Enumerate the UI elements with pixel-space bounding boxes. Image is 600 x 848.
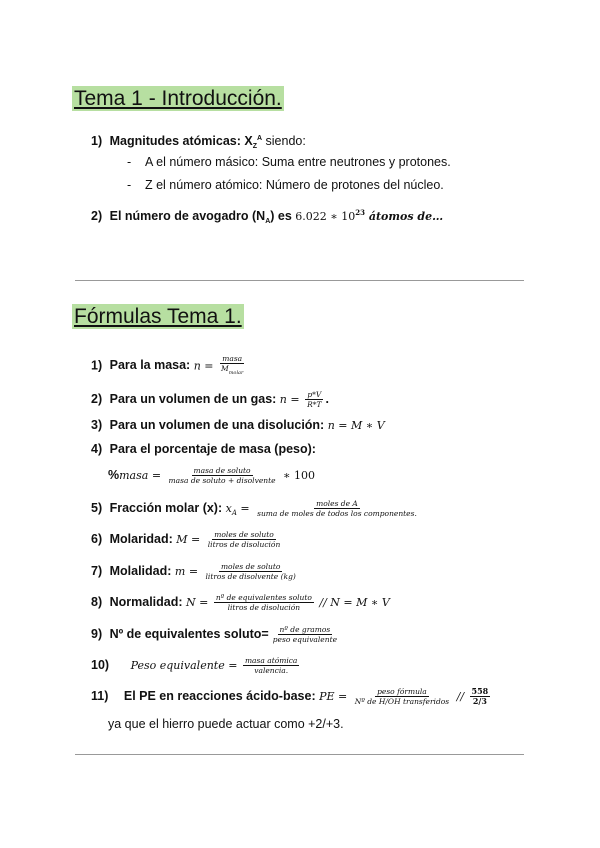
- item-number: 6): [91, 531, 103, 546]
- formula-fraccion-molar: [91, 499, 421, 521]
- item-label: ) es: [270, 209, 296, 223]
- denominator: litros de disolución: [227, 603, 301, 612]
- formula-label: Fracción molar (x):: [109, 500, 226, 515]
- formula-expression: n = M ∗ V: [327, 419, 385, 432]
- item-text: siendo:: [262, 134, 306, 148]
- item-number: 11): [91, 688, 109, 703]
- equals: =: [236, 501, 254, 515]
- item-label: El número de avogadro (N: [109, 209, 266, 223]
- subscript: molar: [228, 370, 244, 376]
- fraction: [214, 593, 314, 612]
- formula-lhs: PE =: [319, 689, 351, 703]
- formula-lhs: masa =: [119, 468, 165, 482]
- note-text: ya que el hierro puede actuar como +2/+3.: [108, 717, 344, 731]
- denominator: Nº de H/OH transferidos: [354, 697, 450, 706]
- fraction: [353, 687, 451, 706]
- denominator: masa de soluto + disolvente: [168, 476, 276, 485]
- formula-molalidad: [91, 562, 300, 581]
- denominator: valencia.: [254, 666, 289, 675]
- item-number: 9): [91, 626, 103, 641]
- numerator: moles de A: [316, 499, 358, 508]
- formula-molaridad: [91, 530, 284, 549]
- item-number: 5): [91, 500, 103, 515]
- formula-disolucion: [91, 417, 385, 434]
- item-number: 10): [91, 657, 110, 672]
- numerator: masa de soluto: [193, 466, 251, 475]
- formula-label: Para la masa:: [109, 358, 194, 373]
- fraction: [204, 562, 298, 581]
- numerator: peso fórmula: [377, 687, 427, 696]
- formula-lhs: m =: [174, 564, 202, 578]
- denominator: litros de disolvente (kg): [205, 572, 296, 581]
- formula-label: Nº de equivalentes soluto=: [109, 626, 269, 641]
- fraction: [470, 687, 491, 706]
- formula-label: Normalidad:: [109, 594, 187, 609]
- formula-lhs: M =: [176, 532, 204, 546]
- denominator: M: [221, 364, 229, 373]
- formula-label: Molaridad:: [109, 531, 177, 546]
- formula-porcentaje-label: [91, 441, 316, 457]
- numerator: nº de gramos: [279, 625, 331, 634]
- item-number: 8): [91, 594, 103, 609]
- fraction: [206, 530, 283, 549]
- formula-tail: ∗ 100: [279, 468, 316, 482]
- item-number: 2): [91, 209, 103, 223]
- formula-normalidad: [91, 593, 390, 612]
- fraction: [167, 466, 278, 485]
- numerator: masa atómica: [244, 656, 298, 665]
- item-number: 4): [91, 442, 103, 456]
- list-item-avogadro: [91, 205, 443, 230]
- avogadro-value: 6.022 ∗ 10: [295, 210, 356, 223]
- subscript: A: [265, 218, 271, 225]
- fraction: [271, 625, 339, 644]
- formula-label: Para el porcentaje de masa (peso):: [109, 442, 316, 456]
- item-number: 1): [91, 134, 103, 148]
- numerator: 558: [471, 686, 489, 696]
- exponent: 23: [355, 208, 365, 217]
- denominator: suma de moles de todos los componentes.: [257, 509, 417, 518]
- section1-heading: Tema 1 - Introducción.: [74, 87, 282, 110]
- punctuation: .: [325, 391, 329, 406]
- formula-porcentaje: [108, 466, 315, 485]
- denominator: peso equivalente: [272, 635, 338, 644]
- item-number: 3): [91, 418, 103, 432]
- formula-tail: // N = M ∗ V: [315, 595, 390, 609]
- bullet-text: Z el número atómico: Número de protones del núcleo.: [145, 178, 444, 192]
- formula-label: Molalidad:: [109, 563, 175, 578]
- separator: //: [453, 689, 468, 703]
- denominator: 2/3: [472, 696, 487, 706]
- superscript: A: [256, 135, 263, 142]
- formula-lhs: Peso equivalente =: [130, 658, 241, 672]
- numerator: p*V: [307, 390, 322, 399]
- numerator: moles de soluto: [214, 530, 274, 539]
- formula-label: Para un volumen de un gas:: [109, 391, 280, 406]
- list-item-magnitudes: [91, 131, 306, 155]
- section2-heading: Fórmulas Tema 1.: [74, 305, 242, 328]
- item-number: 1): [91, 358, 103, 373]
- fraction: [243, 656, 299, 675]
- fraction: [219, 354, 245, 378]
- numerator: moles de soluto: [220, 562, 281, 571]
- formula-peso-equivalente: [91, 656, 301, 675]
- formula-lhs: N =: [186, 595, 212, 609]
- item-label: Magnitudes atómicas: X: [109, 134, 253, 148]
- bullet-item: - Z el número atómico: Número de protones del núcleo.: [127, 178, 444, 192]
- formula-lhs: x: [225, 501, 232, 515]
- numerator: nº de equivalentes soluto: [215, 593, 312, 602]
- denominator: R*T: [307, 400, 322, 409]
- item-number: 7): [91, 563, 103, 578]
- avogadro-unit: átomos de…: [365, 210, 444, 223]
- fraction: [255, 499, 419, 518]
- fraction: [305, 390, 323, 409]
- formula-label: El PE en reacciones ácido-base:: [123, 688, 320, 703]
- formula-gas: [91, 390, 329, 409]
- item-number: 2): [91, 391, 103, 406]
- subscript: Z: [252, 143, 257, 150]
- percent-sign: %: [108, 467, 120, 482]
- formula-lhs: n =: [193, 359, 217, 373]
- subscript: A: [231, 508, 237, 517]
- bullet-item: - A el número másico: Suma entre neutrones y protones.: [127, 155, 451, 169]
- numerator: masa: [222, 354, 243, 363]
- bullet-text: A el número másico: Suma entre neutrones y protones.: [145, 155, 451, 169]
- divider: [75, 754, 524, 755]
- formula-masa: [91, 354, 247, 378]
- formula-pe-acido-base: [91, 687, 492, 706]
- formula-equivalentes: [91, 625, 341, 644]
- formula-lhs: n =: [279, 392, 304, 406]
- denominator: litros de disolución: [207, 540, 281, 549]
- formula-label: Para un volumen de una disolución:: [109, 418, 328, 432]
- divider: [75, 280, 524, 281]
